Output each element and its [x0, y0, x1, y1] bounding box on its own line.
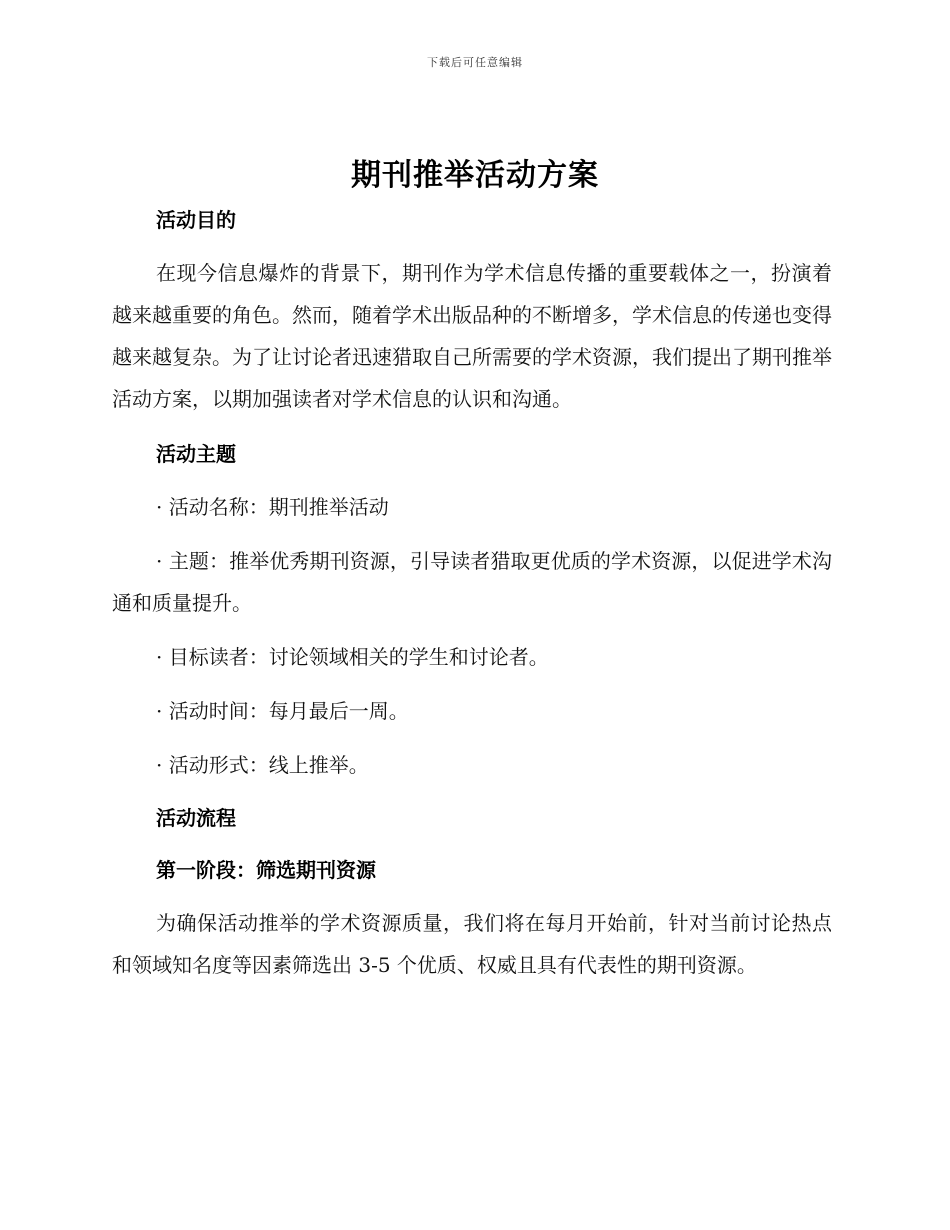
section-heading-theme: 活动主题: [156, 442, 236, 466]
section-heading-process: 活动流程: [156, 806, 236, 830]
stage1-paragraph: 为确保活动推举的学术资源质量，我们将在每月开始前，针对当前讨论热点和领域知名度等因素筛选出 3-5 个优质、权威且具有代表性的期刊资源。: [112, 911, 832, 977]
theme-item-audience: · 目标读者：讨论领域相关的学生和讨论者。: [156, 645, 549, 669]
section-heading-purpose: 活动目的: [156, 208, 236, 232]
theme-item-format: · 活动形式：线上推举。: [156, 753, 369, 777]
document-body: [112, 200, 832, 986]
theme-item-name: · 活动名称：期刊推举活动: [156, 495, 389, 519]
header-note: 下载后可任意编辑: [427, 56, 523, 69]
purpose-paragraph: 在现今信息爆炸的背景下，期刊作为学术信息传播的重要载体之一，扮演着越来越重要的角色。然而，随着学术出版品种的不断增多，学术信息的传递也变得越来越复杂。为了让讨论者迅速猎取自己所需要的学术资源，我们提出了期刊推举活动方案，以期加强读者对学术信息的认识和沟通。: [112, 261, 832, 411]
stage1-heading: 第一阶段：筛选期刊资源: [156, 858, 376, 882]
theme-item-topic: · 主题：推举优秀期刊资源，引导读者猎取更优质的学术资源，以促进学术沟通和质量提升。: [112, 549, 832, 615]
document-title: 期刊推举活动方案: [351, 158, 599, 193]
theme-item-time: · 活动时间：每月最后一周。: [156, 699, 409, 723]
